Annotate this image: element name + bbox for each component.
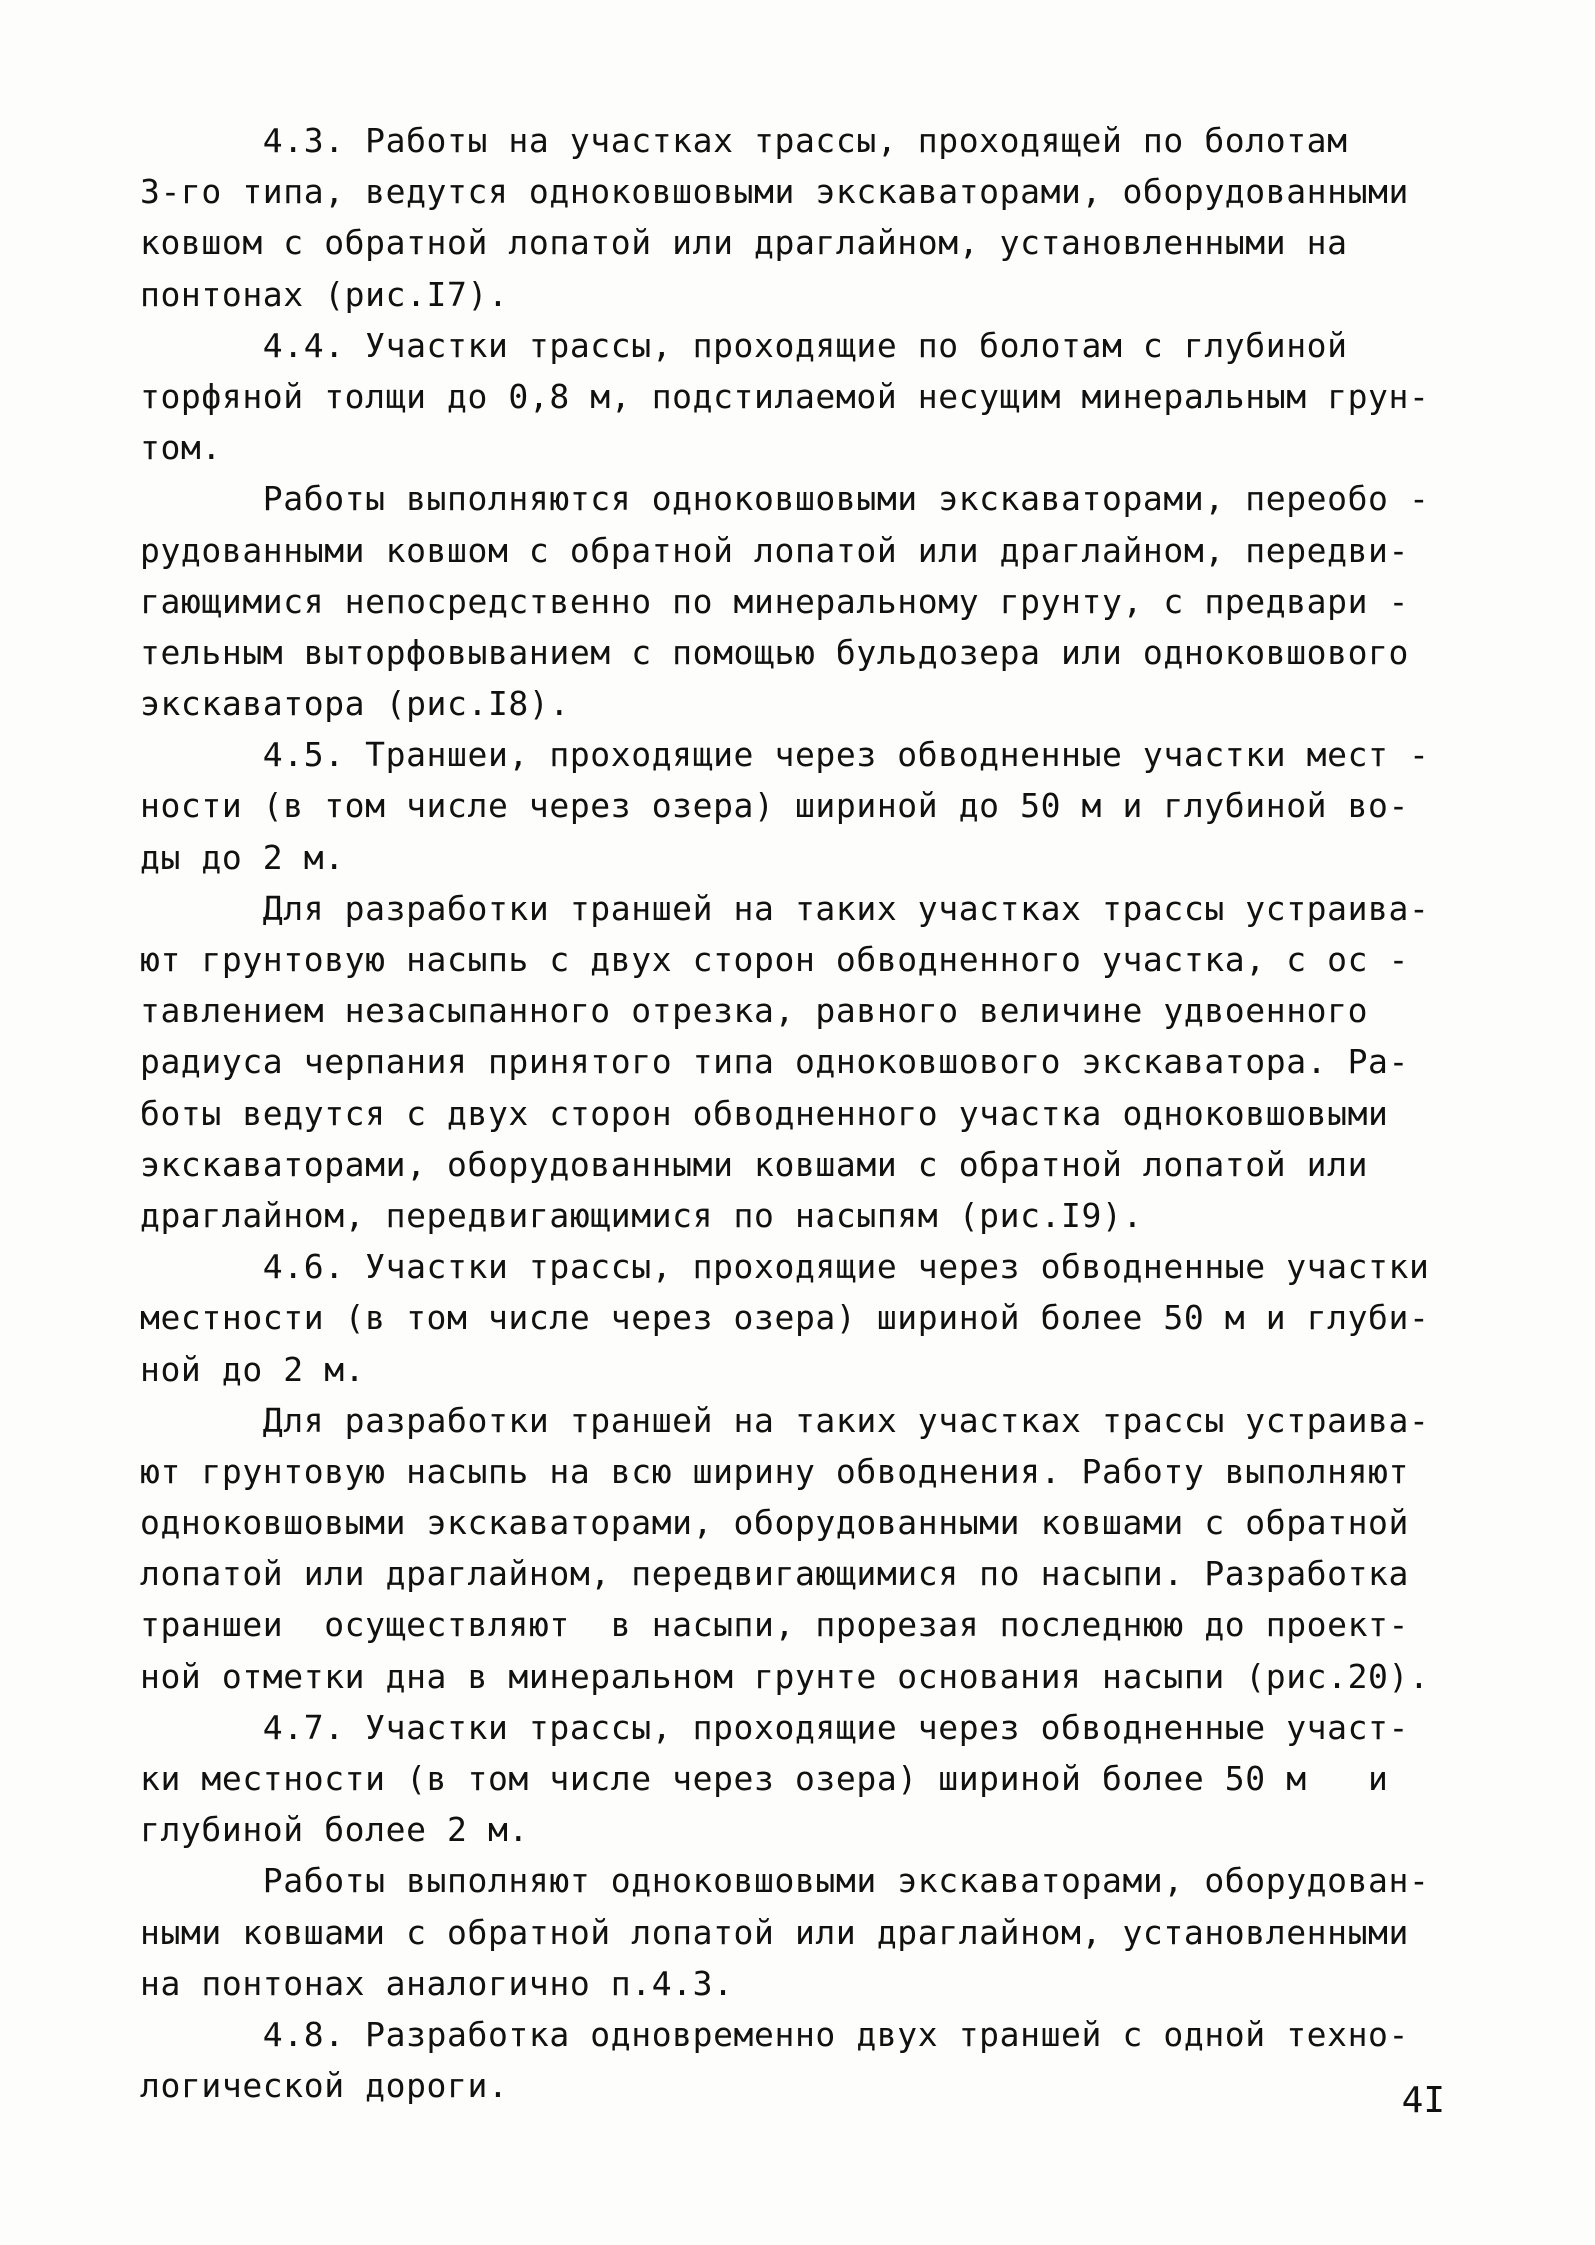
text-line: Работы выполняются одноковшовыми экскаваторами, переобо - xyxy=(140,479,1430,519)
text-line: гающимися непосредственно по минеральному грунту, с предвари - xyxy=(140,581,1409,621)
text-line: радиуса черпания принятого типа одноковшового экскаватора. Ра- xyxy=(140,1042,1409,1082)
text-line: Для разработки траншей на таких участках трассы устраива- xyxy=(140,1400,1430,1440)
text-line: на понтонах аналогично п.4.3. xyxy=(140,1963,734,2003)
text-line: ности (в том числе через озера) шириной до 50 м и глубиной во- xyxy=(140,786,1409,826)
text-line: местности (в том числе через озера) шириной более 50 м и глуби- xyxy=(140,1298,1430,1338)
text-line: тельным выторфовыванием с помощью бульдозера или одноковшового xyxy=(140,632,1409,672)
text-line: логической дороги. xyxy=(140,2066,509,2106)
text-line: рудованными ковшом с обратной лопатой или драглайном, передви- xyxy=(140,530,1409,570)
text-line: экскаваторами, оборудованными ковшами с обратной лопатой или xyxy=(140,1144,1369,1184)
text-line: траншеи осуществляют в насыпи, прорезая последнюю до проект- xyxy=(140,1605,1409,1645)
text-line: ной до 2 м. xyxy=(140,1349,366,1389)
text-line: Работы выполняют одноковшовыми экскаваторами, оборудован- xyxy=(140,1861,1430,1901)
page-number: 4I xyxy=(1401,2080,1445,2121)
text-line: торфяной толщи до 0,8 м, подстилаемой несущим минеральным грун- xyxy=(140,376,1430,416)
text-line: понтонах (рис.I7). xyxy=(140,274,509,314)
text-line: одноковшовыми экскаваторами, оборудованными ковшами с обратной xyxy=(140,1503,1409,1543)
body-text xyxy=(140,115,1470,2111)
text-line: ки местности (в том числе через озера) шириной более 50 м и xyxy=(140,1759,1389,1798)
text-line: экскаватора (рис.I8). xyxy=(140,684,570,724)
text-line: лопатой или драглайном, передвигающимися по насыпи. Разработка xyxy=(140,1554,1409,1594)
text-line: ют грунтовую насыпь на всю ширину обводнения. Работу выполняют xyxy=(140,1451,1409,1491)
text-line: 4.5. Траншеи, проходящие через обводненные участки мест - xyxy=(140,735,1430,775)
text-line: ной отметки дна в минеральном грунте основания насыпи (рис.20). xyxy=(140,1656,1430,1696)
text-line: 4.4. Участки трассы, проходящие по болотам с глубиной xyxy=(140,325,1348,365)
text-line: ды до 2 м. xyxy=(140,837,345,877)
text-line: 3-го типа, ведутся одноковшовыми экскаваторами, оборудованными xyxy=(140,172,1409,212)
text-line: драглайном, передвигающимися по насыпям (рис.I9). xyxy=(140,1195,1143,1235)
text-line: Для разработки траншей на таких участках трассы устраива- xyxy=(140,888,1430,928)
text-line: ют грунтовую насыпь с двух сторон обводненного участка, с ос - xyxy=(140,940,1409,979)
text-line: 4.6. Участки трассы, проходящие через обводненные участки xyxy=(140,1247,1430,1287)
text-line: 4.7. Участки трассы, проходящие через обводненные участ- xyxy=(140,1707,1409,1747)
text-line: 4.8. Разработка одновременно двух траншей с одной техно- xyxy=(140,2014,1409,2054)
text-line: ковшом с обратной лопатой или драглайном, установленными на xyxy=(140,223,1348,263)
text-line: глубиной более 2 м. xyxy=(140,1810,529,1850)
text-line: боты ведутся с двух сторон обводненного участка одноковшовыми xyxy=(140,1093,1389,1133)
text-line: тавлением незасыпанного отрезка, равного величине удвоенного xyxy=(140,991,1369,1031)
text-line: том. xyxy=(140,428,222,468)
text-line: 4.3. Работы на участках трассы, проходящей по болотам xyxy=(140,121,1348,160)
text-line: ными ковшами с обратной лопатой или драглайном, установленными xyxy=(140,1912,1409,1952)
